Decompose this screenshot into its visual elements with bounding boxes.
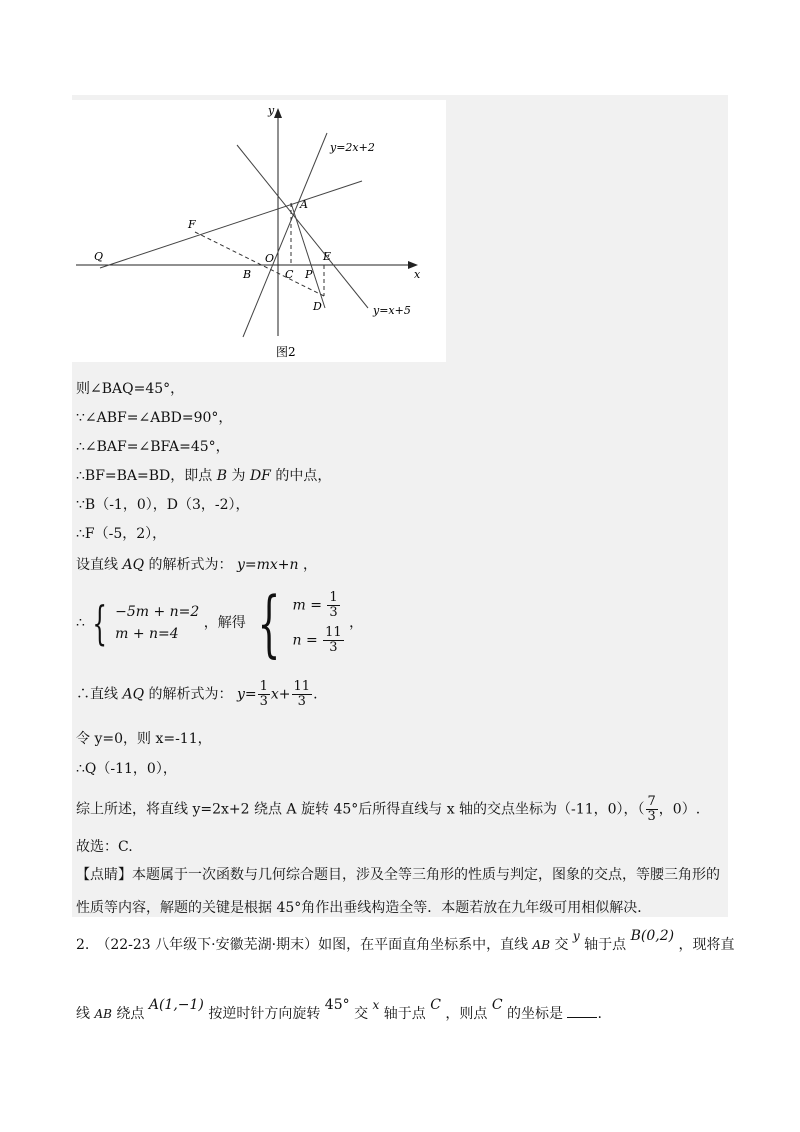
equation: y=mx+n [236, 557, 299, 573]
text: 交 [354, 1006, 369, 1022]
label-P: P [305, 268, 313, 281]
equation-system [76, 581, 364, 665]
denominator: 3 [647, 809, 656, 824]
denominator: 3 [329, 605, 338, 620]
solution-n [292, 626, 344, 655]
text: ， [349, 615, 364, 631]
fraction [327, 591, 339, 620]
text: . [313, 686, 318, 703]
coordinate-figure [72, 100, 446, 362]
label-Q: Q [94, 250, 104, 263]
solution-line-5: ∵B（-1，0），D（3，-2）， [76, 497, 250, 513]
text: ，则点 [445, 1006, 488, 1022]
label-line2: y=x+5 [373, 304, 411, 317]
label-A: A [300, 198, 308, 211]
y-axis-arrow [274, 108, 282, 118]
numerator: 1 [259, 679, 268, 694]
math-ab: AB [94, 1007, 112, 1021]
note-line-2: 性质等内容，解题的关键是根据 45°角作出垂线构造全等．本题若放在九年级可用相似解决． [76, 900, 652, 916]
note-line-1: 【点睛】本题属于一次函数与几何综合题目，涉及全等三角形的性质与判定，图象的交点，等腰三角形的 [76, 867, 720, 883]
equation-start: y= [236, 686, 257, 703]
text: 为 [231, 468, 246, 484]
text: ∴BF=BA=BD，即点 [76, 468, 213, 484]
text: 绕点 [116, 1006, 145, 1022]
text: 轴于点 [383, 1006, 426, 1022]
therefore: ∴ [76, 615, 85, 631]
text: ∴直线 [76, 686, 118, 703]
answer-blank[interactable] [567, 1003, 597, 1018]
question-2-line-1 [76, 928, 735, 954]
m-label: m = [292, 597, 322, 614]
line-aq-name: AQ [122, 686, 145, 703]
segment-df: DF [249, 468, 271, 484]
point-c: C [430, 997, 441, 1013]
angle-45: 45° [324, 997, 350, 1013]
line-aq-name: AQ [122, 557, 145, 573]
system-solution [292, 591, 344, 655]
solution-line-3: ∴∠BAF=∠BFA=45°， [76, 439, 230, 455]
text: 的中点， [275, 468, 332, 484]
solution-line-9 [76, 680, 318, 709]
text: . [597, 1006, 602, 1022]
solution-line-12 [76, 795, 700, 824]
equation-1: −5m + n=2 [115, 604, 200, 620]
text: 轴于点 [584, 937, 627, 953]
solution-line-1: 则∠BAQ=45°， [76, 381, 185, 397]
label-x-axis: x [414, 268, 421, 281]
text: 综上所述，将直线 y=2x+2 绕点 A 旋转 45°后所得直线与 x 轴的交点坐标为（-11，0），（ [76, 801, 645, 818]
solution-line-13: 故选：C. [76, 839, 133, 855]
denominator: 3 [297, 694, 306, 709]
fraction [292, 680, 313, 709]
fraction [258, 680, 270, 709]
solve-text: ，解得 [203, 615, 246, 631]
solution-line-2: ∵∠ABF=∠ABD=90°， [76, 410, 233, 426]
question-2-line-2 [76, 997, 602, 1023]
text: 设直线 [76, 557, 118, 573]
label-D: D [313, 300, 322, 313]
fraction [646, 795, 658, 824]
point-c: C [491, 997, 503, 1013]
equation-2: m + n=4 [115, 626, 179, 642]
solution-m [292, 591, 344, 620]
label-B: B [243, 268, 252, 281]
equation-mid: x+ [270, 686, 291, 703]
line-ap [291, 203, 325, 308]
point-b-coord: B(0,2) [630, 928, 675, 944]
dash-fd [195, 232, 324, 296]
figure-svg [72, 100, 446, 362]
numerator: 7 [647, 794, 656, 809]
numerator: 1 [329, 590, 338, 605]
figure-caption: 图2 [276, 345, 296, 359]
text: 的解析式为： [148, 686, 233, 703]
solution-line-11: ∴Q（-11，0）， [76, 761, 177, 777]
text: 的解析式为： [148, 557, 233, 573]
system-equations [115, 601, 199, 645]
solution-line-10: 令 y=0，则 x=-11， [76, 731, 212, 747]
solution-line-7 [76, 556, 317, 574]
point-b: B [216, 468, 228, 484]
label-C: C [285, 268, 294, 281]
math-x: x [372, 998, 380, 1012]
numerator: 11 [325, 625, 342, 640]
label-E: E [323, 250, 332, 263]
numerator: 11 [293, 679, 311, 694]
question-text: 2. （22-23 八年级下·安徽芜湖·期末）如图，在平面直角坐标系中，直线 [76, 937, 529, 953]
math-ab: AB [532, 938, 551, 952]
label-line1: y=2x+2 [330, 141, 375, 154]
left-brace: { [92, 596, 108, 650]
fraction [323, 626, 344, 655]
text: 的坐标是 [507, 1006, 563, 1022]
label-y-axis: y [268, 104, 275, 117]
label-F: F [188, 218, 196, 231]
text: ，现将直 [678, 937, 735, 953]
text: 交 [554, 937, 569, 953]
key-point-note [76, 859, 726, 925]
solution-line-6: ∴F（-5，2）， [76, 526, 167, 542]
n-label: n = [292, 632, 318, 649]
text: 线 [76, 1006, 90, 1022]
math-y: y [572, 929, 580, 943]
line-y-x-5 [237, 145, 368, 308]
label-O: O [265, 252, 275, 265]
text: ，0）. [658, 801, 701, 818]
left-brace-2: { [257, 581, 281, 665]
text: ， [302, 557, 317, 573]
text: 按逆时针方向旋转 [208, 1006, 321, 1022]
point-a-coord: A(1,−1) [148, 997, 204, 1013]
denominator: 3 [329, 640, 338, 655]
solution-line-4 [76, 467, 331, 485]
denominator: 3 [259, 694, 268, 709]
